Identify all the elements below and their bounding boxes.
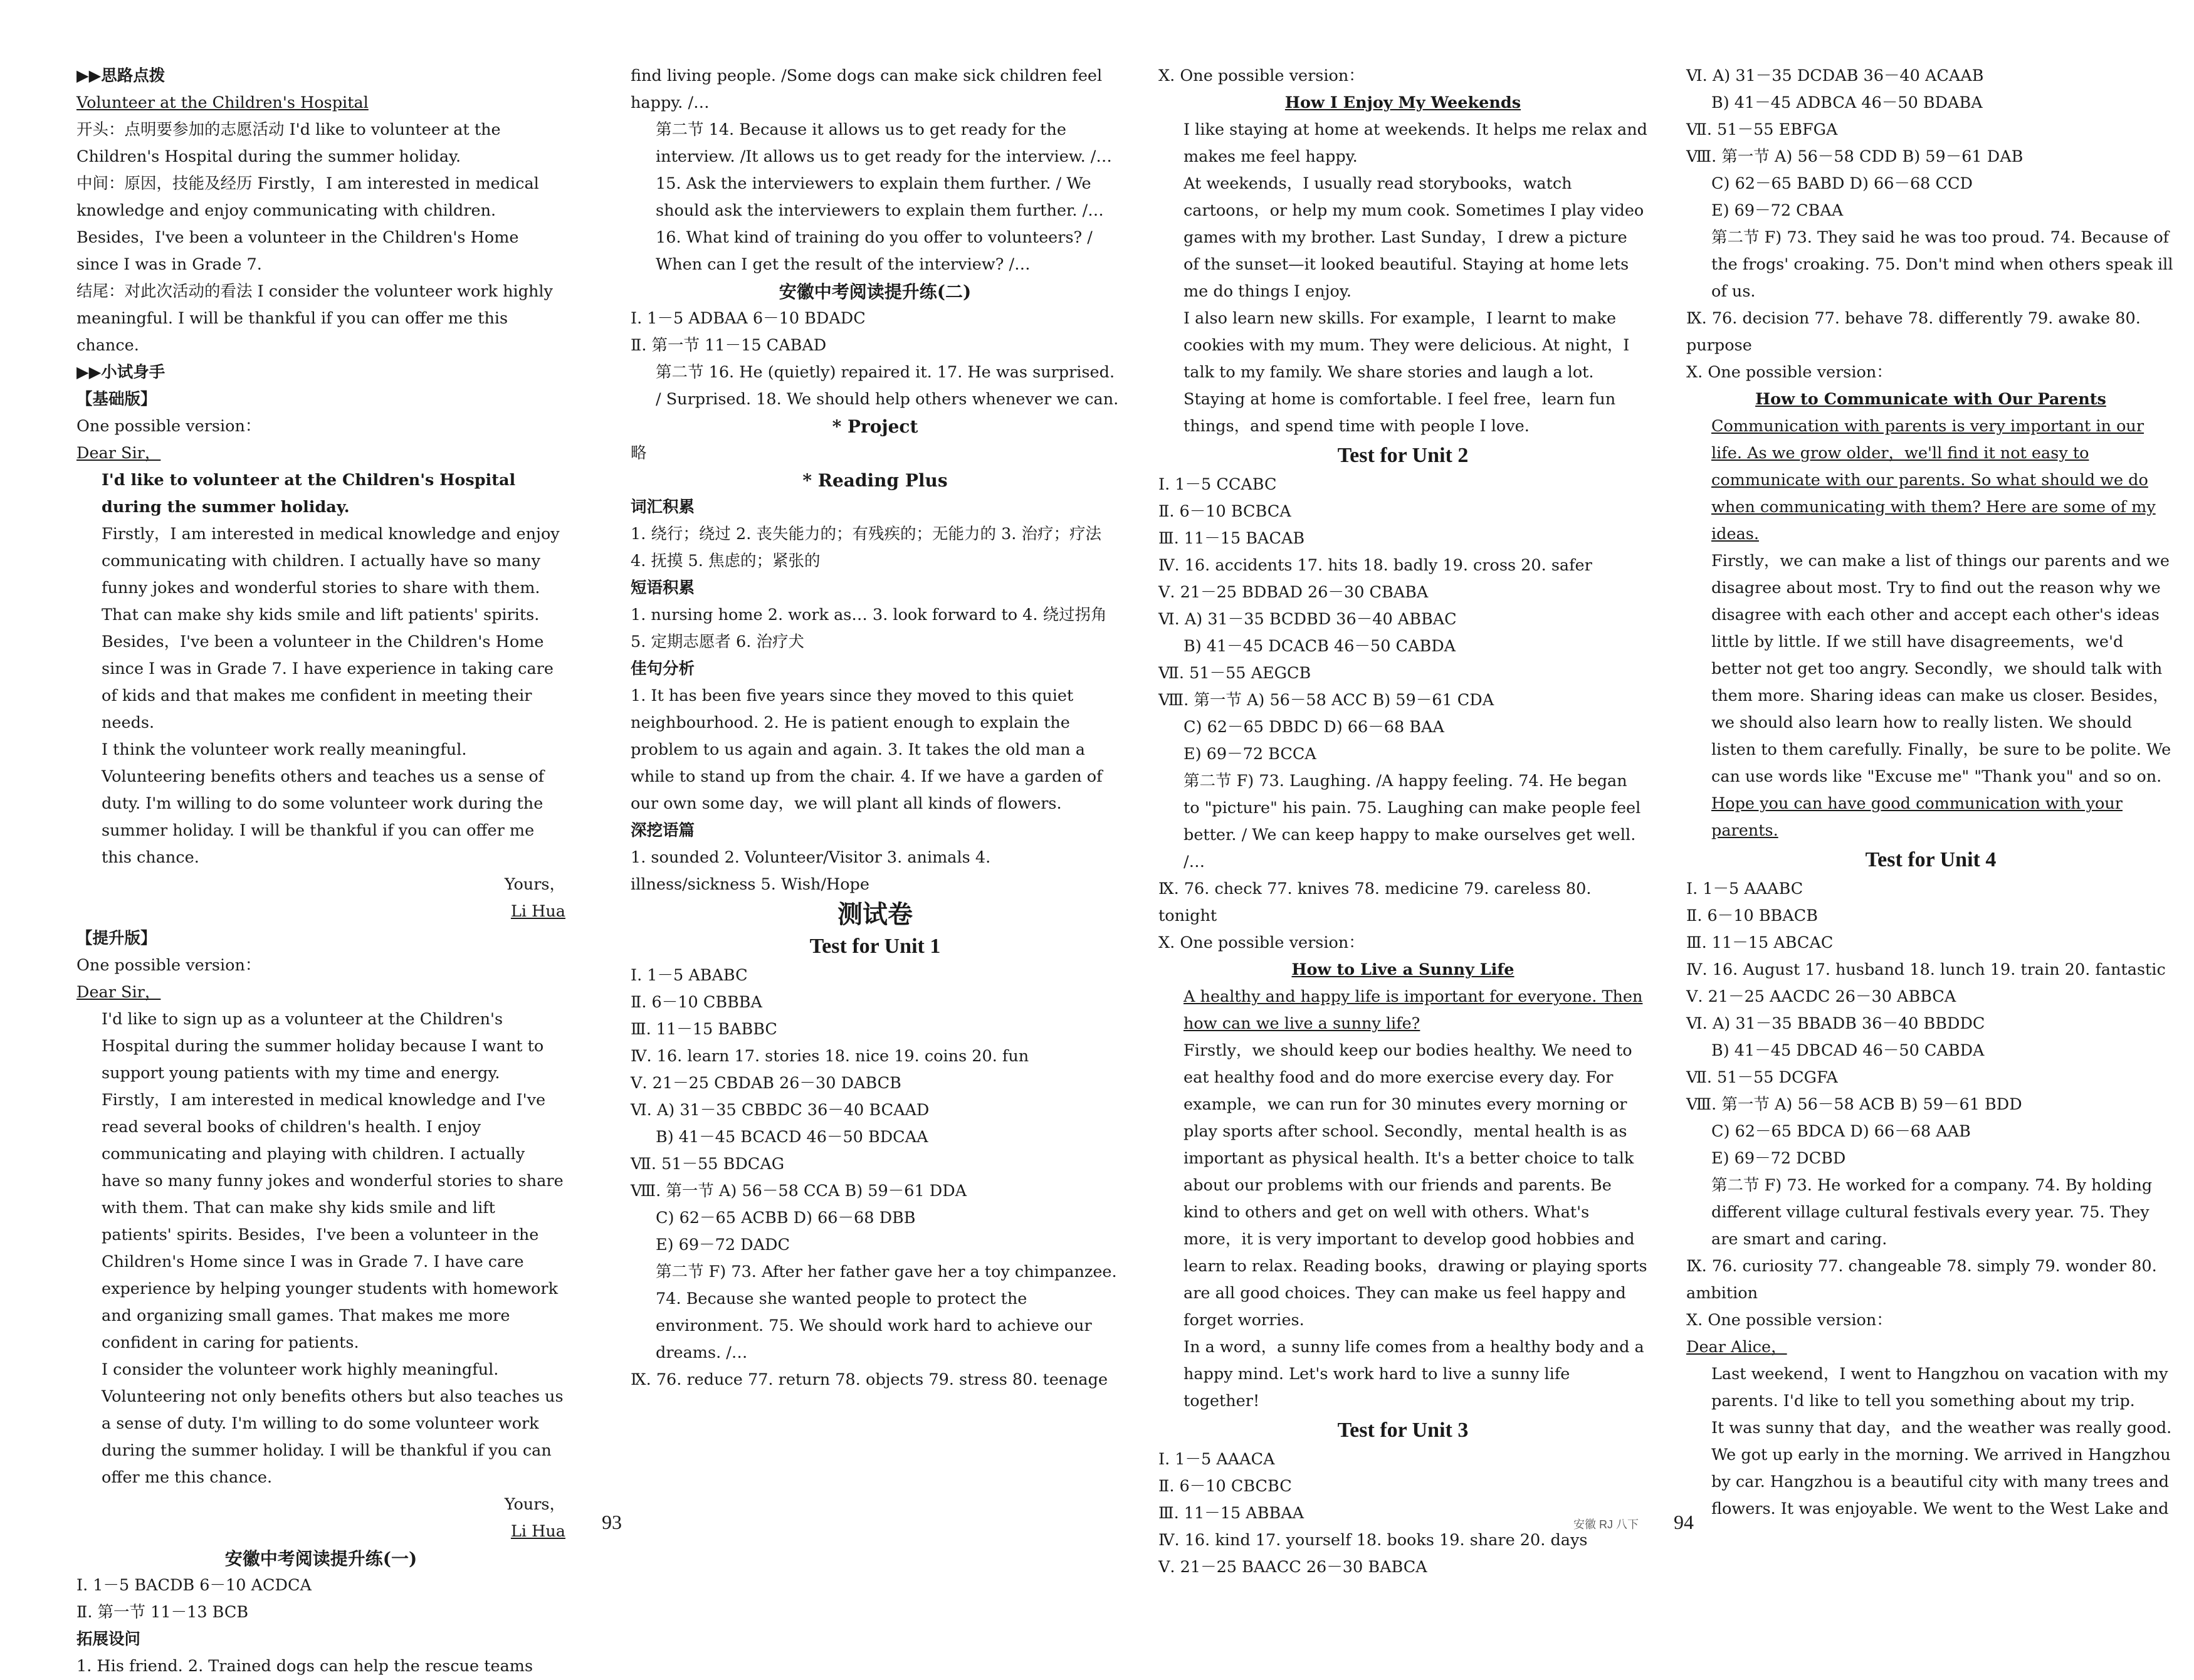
text-line: * Project (832, 416, 918, 437)
text-line: Test for Unit 1 (809, 935, 941, 958)
text-line: 结尾：对此次活动的看法 I consider the volunteer work highly meaningful. I will be thankful if you can offer me this chance. (76, 282, 553, 355)
column-3 (1158, 63, 1647, 1581)
text-line: In a word，a sunny life comes from a healthy body and a happy mind. Let's work hard to live a sunny life together! (1184, 1338, 1644, 1410)
text-line: Test for Unit 3 (1337, 1419, 1469, 1442)
text-line: 词汇积累 (631, 498, 695, 517)
text-line: Ⅱ. 第一节 11－13 BCB (76, 1603, 249, 1622)
text-line: Ⅰ. 1－5 BACDB 6－10 ACDCA (76, 1576, 312, 1595)
text-line: B) 41－45 ADBCA 46－50 BDABA (1711, 93, 1983, 112)
text-line: Ⅸ. 76. check 77. knives 78. medicine 79. careless 80. tonight (1158, 879, 1592, 925)
text-line: Ⅶ. 51－55 EBFGA (1686, 120, 1838, 139)
text-line: Ⅰ. 1－5 ABABC (631, 966, 748, 985)
footer-label: 安徽 RJ 八下 (1573, 1518, 1639, 1531)
text-line: I'd like to sign up as a volunteer at the Children's Hospital during the summer holiday because I want to support young patients with my time and energy. (102, 1010, 544, 1083)
text-line: Li Hua (510, 1522, 565, 1541)
text-line: Ⅵ. A) 31－35 BBADB 36－40 BBDDC (1686, 1014, 1985, 1033)
text-line: 1. It has been five years since they moved to this quiet neighbourhood. 2. He is patient enough to explain the problem to us again and again. 3. It takes the old man a while to stand up from the chair. 4. If we have a garden of our own some day，we will plant all kinds of flowers. (631, 686, 1103, 813)
text-line: 短语积累 (631, 579, 695, 597)
text-line: Firstly，we can make a list of things our parents and we disagree about most. Try to find out the reason why we disagree with each other and accept each other's ideas little by little. If we still have disagreements，we'd better not get too angry. Secondly，we should talk with them more. Sharing ideas can make us closer. Besides，we should also learn how to really listen. We should listen to them carefully. Finally，be sure to be polite. We can use words like "Excuse me" "Thank you" and so on. (1711, 552, 2171, 786)
text-line: Ⅲ. 11－15 ABCAC (1686, 933, 1834, 952)
text-line: B) 41－45 BCACD 46－50 BDCAA (656, 1128, 928, 1147)
text-line: I also learn new skills. For example，I learnt to make cookies with my mum. They were delicious. At night，I talk to my family. We share stories and laugh a lot. (1184, 309, 1630, 382)
text-line: 略 (631, 444, 647, 463)
text-line: Ⅴ. 21－25 AACDC 26－30 ABBCA (1686, 987, 1956, 1006)
text-line: Communication with parents is very important in our life. As we grow older，we'll find it not easy to communicate with our parents. So what should we do when communicating with them? Here are some of my ideas. (1711, 417, 2156, 543)
text-line: 第二节 F) 73. They said he was too proud. 74. Because of the frogs' croaking. 75. Don't mind when others speak ill of us. (1711, 228, 2173, 301)
text-line: Ⅱ. 6－10 CBBBA (631, 993, 762, 1012)
text-line: Ⅱ. 第一节 11－15 CABAD (631, 336, 827, 355)
text-line: Test for Unit 2 (1337, 444, 1469, 467)
text-line: Ⅴ. 21－25 CBDAB 26－30 DABCB (631, 1074, 901, 1093)
text-line: Ⅳ. 16. accidents 17. hits 18. badly 19. cross 20. safer (1158, 556, 1592, 575)
text-line: Firstly，I am interested in medical knowledge and enjoy communicating with children. I actually have so many funny jokes and wonderful stories to share with them. That can make shy kids smile and lift patients' spirits. Besides，I've been a volunteer in the Children's Home since I was in Grade 7. I have experience in taking care of kids and that makes me confident in meeting their needs. (102, 525, 560, 732)
text-line: 第二节 16. He (quietly) repaired it. 17. He was surprised. / Surprised. 18. We should help others whenever we can. (656, 363, 1119, 409)
text-line: 拓展设问 (76, 1630, 141, 1649)
text-line: Ⅶ. 51－55 AEGCB (1158, 664, 1311, 683)
text-line: Dear Sir， (76, 444, 161, 463)
text-line: Ⅹ. One possible version： (1158, 66, 1365, 85)
column-4 (1686, 63, 2175, 1523)
text-line: * Reading Plus (802, 470, 948, 491)
text-line: How I Enjoy My Weekends (1284, 93, 1521, 112)
text-line: 16. What kind of training do you offer to volunteers? / When can I get the result of the interview? /… (656, 228, 1093, 274)
text-line: B) 41－45 DCACB 46－50 CABDA (1184, 637, 1456, 656)
text-line: Ⅲ. 11－15 BABBC (631, 1020, 777, 1039)
text-line: Ⅷ. 第一节 A) 56－58 ACB B) 59－61 BDD (1686, 1095, 2022, 1114)
text-line: A healthy and happy life is important for everyone. Then how can we live a sunny life? (1184, 987, 1643, 1033)
text-line: One possible version： (76, 956, 261, 975)
text-line: At weekends，I usually read storybooks，watch cartoons，or help my mum cook. Sometimes I play video games with my brother. Last Sunday，I drew a picture of the sunset—it looked beautiful. Staying at home lets me do things I enjoy. (1184, 174, 1644, 301)
text-line: Test for Unit 4 (1865, 848, 1997, 871)
text-line: I'd like to volunteer at the Children's Hospital during the summer holiday. (102, 471, 516, 517)
text-line: Ⅲ. 11－15 BACAB (1158, 529, 1305, 548)
text-line: 1. nursing home 2. work as… 3. look forward to 4. 绕过拐角 5. 定期志愿者 6. 治疗犬 (631, 606, 1107, 651)
text-line: B) 41－45 DBCAD 46－50 CABDA (1711, 1041, 1985, 1060)
text-line: E) 69－72 CBAA (1711, 201, 1844, 220)
text-line: C) 62－65 BDCA D) 66－68 AAB (1711, 1122, 1971, 1141)
text-line: find living people. /Some dogs can make sick children feel happy. /… (631, 66, 1103, 112)
text-line: It was sunny that day，and the weather was really good. We got up early in the morning. We arrived in Hangzhou by car. Hangzhou is a beautiful city with many trees and flowers. It was enjoyable. We went to the West Lake and (1711, 1419, 2172, 1518)
text-line: Ⅷ. 第一节 A) 56－58 CDD B) 59－61 DAB (1686, 147, 2023, 166)
text-line: Ⅶ. 51－55 BDCAG (631, 1155, 785, 1173)
text-line: Last weekend，I went to Hangzhou on vacation with my parents. I'd like to tell you something about my trip. (1711, 1365, 2168, 1410)
text-line: Ⅱ. 6－10 BCBCA (1158, 502, 1291, 521)
text-line: 【基础版】 (76, 390, 157, 409)
text-line: 测试卷 (837, 900, 913, 928)
text-line: Ⅷ. 第一节 A) 56－58 ACC B) 59－61 CDA (1158, 691, 1494, 710)
text-line: Firstly，we should keep our bodies healthy. We need to eat healthy food and do more exercise every day. For example，we can run for 30 minutes every morning or play sports after school. Secondly，mental health is as important as physical health. It's a better choice to talk about our problems with our friends and parents. Be kind to others and get on well with others. What's more，it is very important to develop good hobbies and learn to relax. Reading books，drawing or playing sports are all good choices. They can make us feel happy and forget worries. (1184, 1041, 1647, 1330)
text-line: Ⅵ. A) 31－35 BCDBD 36－40 ABBAC (1158, 610, 1457, 629)
page-number-right: 94 (1674, 1511, 1694, 1533)
text-line: 【提升版】 (76, 929, 157, 948)
text-line: E) 69－72 DCBD (1711, 1149, 1846, 1168)
text-line: 第二节 14. Because it allows us to get ready for the interview. /It allows us to get ready for the interview. /… 15. Ask the interviewers to explain them further. / We should ask the interviewers to explain them further. /… (656, 120, 1112, 220)
column-1 (76, 63, 565, 1680)
text-line: C) 62－65 BABD D) 66－68 CCD (1711, 174, 1973, 193)
text-line: ▶▶小试身手 (76, 363, 165, 382)
text-line: 1. sounded 2. Volunteer/Visitor 3. animals 4. illness/sickness 5. Wish/Hope (631, 848, 991, 894)
text-line: Yours， (504, 1495, 565, 1514)
text-line: Ⅹ. One possible version： (1686, 1311, 1892, 1330)
text-line: Ⅰ. 1－5 AAACA (1158, 1450, 1275, 1469)
text-line: Ⅰ. 1－5 CCABC (1158, 475, 1277, 494)
text-line: 开头：点明要参加的志愿活动 I'd like to volunteer at the Children's Hospital during the summer holiday. (76, 120, 501, 166)
text-line: Hope you can have good communication with your parents. (1711, 794, 2123, 840)
text-line: Ⅷ. 第一节 A) 56－58 CCA B) 59－61 DDA (631, 1182, 967, 1200)
text-line: I think the volunteer work really meaningful. Volunteering benefits others and teaches us a sense of duty. I'm willing to do some volunteer work during the summer holiday. I will be thankful if you can offer me this chance. (102, 740, 545, 867)
text-line: Dear Sir， (76, 983, 161, 1002)
column-2 (631, 63, 1120, 1394)
text-line: Ⅱ. 6－10 BBACB (1686, 906, 1818, 925)
text-line: Li Hua (510, 902, 565, 921)
text-line: 深挖语篇 (631, 821, 695, 840)
text-line: Ⅴ. 21－25 BDBAD 26－30 CBABA (1158, 583, 1429, 602)
text-line: Ⅱ. 6－10 CBCBC (1158, 1477, 1292, 1496)
text-line: Ⅳ. 16. kind 17. yourself 18. books 19. share 20. days (1158, 1531, 1588, 1550)
text-line: Ⅰ. 1－5 ADBAA 6－10 BDADC (631, 309, 866, 328)
text-line: Ⅹ. One possible version： (1686, 363, 1892, 382)
text-line: 佳句分析 (631, 659, 695, 678)
text-line: 第二节 F) 73. He worked for a company. 74. By holding different village cultural festivals every year. 75. They are smart and caring. (1711, 1176, 2153, 1249)
text-line: 安徽中考阅读提升练(二) (779, 281, 972, 302)
text-line: E) 69－72 DADC (656, 1236, 790, 1254)
text-line: 第二节 F) 73. Laughing. /A happy feeling. 74. He began to "picture" his pain. 75. Laughing can make people feel better. / We can keep happy to make ourselves get well. /… (1184, 772, 1641, 871)
page-number-left: 93 (602, 1511, 622, 1533)
text-line: 安徽中考阅读提升练(一) (224, 1548, 417, 1569)
text-line: 中间：原因，技能及经历 Firstly，I am interested in medical knowledge and enjoy communicating with children. Besides，I've been a volunteer in the Children's Home since I was in Grade 7. (76, 174, 539, 274)
text-line: Firstly，I am interested in medical knowledge and I've read several books of children's health. I enjoy communicating and playing with children. I actually have so many funny jokes and wonderful stories to share with them. That can make shy kids smile and lift patients' spirits. Besides，I've been a volunteer in the Children's Home since I was in Grade 7. I have care experience by helping younger students with homework and organizing small games. That makes me more confident in caring for patients. (102, 1091, 564, 1352)
text-line: C) 62－65 ACBB D) 66－68 DBB (656, 1209, 916, 1227)
text-line: Yours， (504, 875, 565, 894)
text-line: How to Communicate with Our Parents (1755, 390, 2106, 409)
text-line: Ⅵ. A) 31－35 DCDAB 36－40 ACAAB (1686, 66, 1984, 85)
text-line: Ⅳ. 16. learn 17. stories 18. nice 19. coins 20. fun (631, 1047, 1029, 1066)
text-line: Ⅴ. 21－25 BAACC 26－30 BABCA (1158, 1558, 1427, 1577)
text-line: C) 62－65 DBDC D) 66－68 BAA (1184, 718, 1444, 737)
text-line: Ⅹ. One possible version： (1158, 933, 1365, 952)
text-line: Ⅲ. 11－15 ABBAA (1158, 1504, 1304, 1523)
text-line: ▶▶思路点拨 (76, 66, 165, 85)
text-line: Ⅸ. 76. reduce 77. return 78. objects 79. stress 80. teenage (631, 1370, 1108, 1389)
text-line: Ⅸ. 76. curiosity 77. changeable 78. simply 79. wonder 80. ambition (1686, 1257, 2157, 1303)
text-line: Ⅵ. A) 31－35 CBBDC 36－40 BCAAD (631, 1101, 930, 1120)
text-line: One possible version： (76, 417, 261, 436)
text-line: 第二节 F) 73. After her father gave her a toy chimpanzee. 74. Because she wanted people to protect the environment. 75. We should work hard to achieve our dreams. /… (656, 1263, 1117, 1362)
text-line: Staying at home is comfortable. I feel free，learn fun things，and spend time with people I love. (1184, 390, 1616, 436)
text-line: E) 69－72 BCCA (1184, 745, 1316, 764)
text-line: How to Live a Sunny Life (1291, 960, 1514, 979)
text-line: Dear Alice， (1686, 1338, 1787, 1357)
text-line: Ⅳ. 16. August 17. husband 18. lunch 19. train 20. fantastic (1686, 960, 2166, 979)
text-line: 1. His friend. 2. Trained dogs can help the rescue teams (76, 1657, 533, 1676)
text-line: Ⅶ. 51－55 DCGFA (1686, 1068, 1838, 1087)
text-line: I like staying at home at weekends. It helps me relax and makes me feel happy. (1184, 120, 1648, 166)
text-line: Ⅰ. 1－5 AAABC (1686, 879, 1803, 898)
text-line: Volunteer at the Children's Hospital (76, 93, 369, 112)
text-line: I consider the volunteer work highly meaningful. Volunteering not only benefits others but also teaches us a sense of duty. I'm willing to do some volunteer work during the summer holiday. I will be thankful if you can offer me this chance. (102, 1360, 564, 1487)
text-line: 1. 绕行；绕过 2. 丧失能力的；有残疾的；无能力的 3. 治疗；疗法 4. 抚摸 5. 焦虑的；紧张的 (631, 525, 1102, 570)
text-line: Ⅸ. 76. decision 77. behave 78. differently 79. awake 80. purpose (1686, 309, 2141, 355)
